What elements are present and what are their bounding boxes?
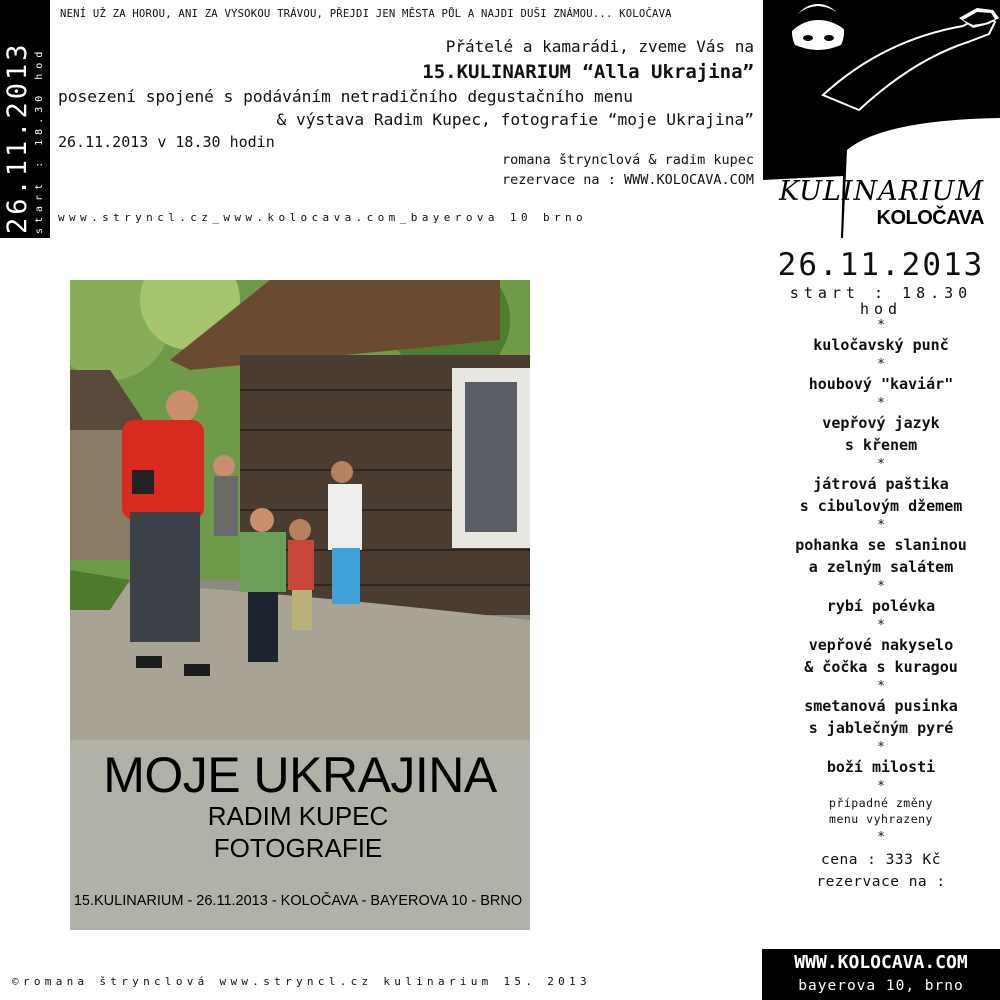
menu-start-time: start : 18.30 hod	[789, 284, 973, 318]
menu-separator: *	[877, 357, 885, 372]
poster-author: RADIM KUPEC	[207, 801, 389, 831]
menu-separator: *	[877, 779, 885, 794]
event-date-line: 26.11.2013 v 18.30 hodin	[58, 133, 275, 151]
menu-reservation-label: rezervace na :	[816, 874, 946, 890]
menu-dish: vepřové nakyselo	[808, 636, 954, 654]
menu-dish: boží milosti	[826, 758, 936, 776]
menu-dish: & čočka s kuragou	[804, 658, 958, 676]
menu-price: cena : 333 Kč	[821, 852, 941, 868]
menu-dish: vepřový jazyk	[822, 414, 940, 432]
menu-dish: kuločavský punč	[813, 336, 949, 354]
menu-dish: s jablečným pyré	[808, 719, 954, 737]
poster-subtitle: FOTOGRAFIE	[213, 833, 383, 863]
menu-date: 26.11.2013	[777, 247, 985, 283]
menu-separator: *	[877, 618, 885, 633]
exhibition-poster	[70, 280, 530, 930]
web-address-line: www.stryncl.cz_www.kolocava.com_bayerova 10 brno	[58, 211, 588, 224]
menu-dish: houbový "kaviár"	[808, 375, 954, 393]
menu-dish: smetanová pusinka	[804, 697, 958, 715]
menu-separator: *	[877, 579, 885, 594]
menu-separator: *	[877, 318, 885, 333]
copyright-line: ©romana štrynclová www.stryncl.cz kulinarium 15. 2013	[12, 975, 591, 988]
menu-separator: *	[877, 679, 885, 694]
footer-box	[762, 949, 1000, 1000]
footer-address: bayerova 10, brno	[798, 978, 964, 994]
event-description: posezení spojené s podáváním netradičního degustačního menu	[58, 87, 633, 106]
menu-note: případné změny	[829, 796, 933, 810]
menu-separator: *	[877, 457, 885, 472]
menu-dish: játrová paštika	[813, 475, 949, 493]
logo-kulinarium-text: KULINARIUM	[778, 176, 985, 207]
footer-website[interactable]: WWW.KOLOCAVA.COM	[794, 952, 968, 973]
poster-title: MOJE UKRAJINA	[103, 747, 497, 803]
motto-line: NENÍ UŽ ZA HOROU, ANI ZA VYSOKOU TRÁVOU, PŘEJDI JEN MĚSTA PŮL A NAJDI DUŠI ZNÁMOU... KOLOČAVA	[60, 8, 672, 20]
menu-dish: s křenem	[844, 436, 918, 454]
invitation-text: Přátelé a kamarádi, zveme Vás na	[445, 37, 754, 56]
authors-line: romana štrynclová & radim kupec	[502, 152, 754, 168]
menu-column	[762, 245, 1000, 893]
menu-separator: *	[877, 740, 885, 755]
kulinarium-logo	[763, 0, 1000, 238]
menu-note: menu vyhrazeny	[829, 812, 933, 826]
menu-separator: *	[877, 830, 885, 845]
event-title: 15.KULINARIUM “Alla Ukrajina”	[422, 61, 754, 83]
exhibition-description: & výstava Radim Kupec, fotografie “moje Ukrajina”	[276, 110, 754, 129]
poster-event-info: 15.KULINARIUM - 26.11.2013 - KOLOČAVA - BAYEROVA 10 - BRNO	[73, 893, 523, 909]
menu-list	[762, 317, 1000, 778]
menu-separator: *	[877, 518, 885, 533]
side-date-strip	[0, 0, 50, 238]
logo-kolocava-text: KOLOČAVA	[876, 207, 984, 229]
menu-dish: s cibulovým džemem	[799, 497, 963, 515]
reservation-line: rezervace na : WWW.KOLOCAVA.COM	[502, 172, 754, 188]
menu-dish: rybí polévka	[826, 597, 936, 615]
side-date: 26.11.2013	[2, 41, 33, 234]
menu-dish: pohanka se slaninou	[795, 536, 967, 554]
side-start-time: start : 18.30 hod	[34, 46, 45, 234]
menu-separator: *	[877, 396, 885, 411]
menu-dish: a zelným salátem	[808, 558, 954, 576]
